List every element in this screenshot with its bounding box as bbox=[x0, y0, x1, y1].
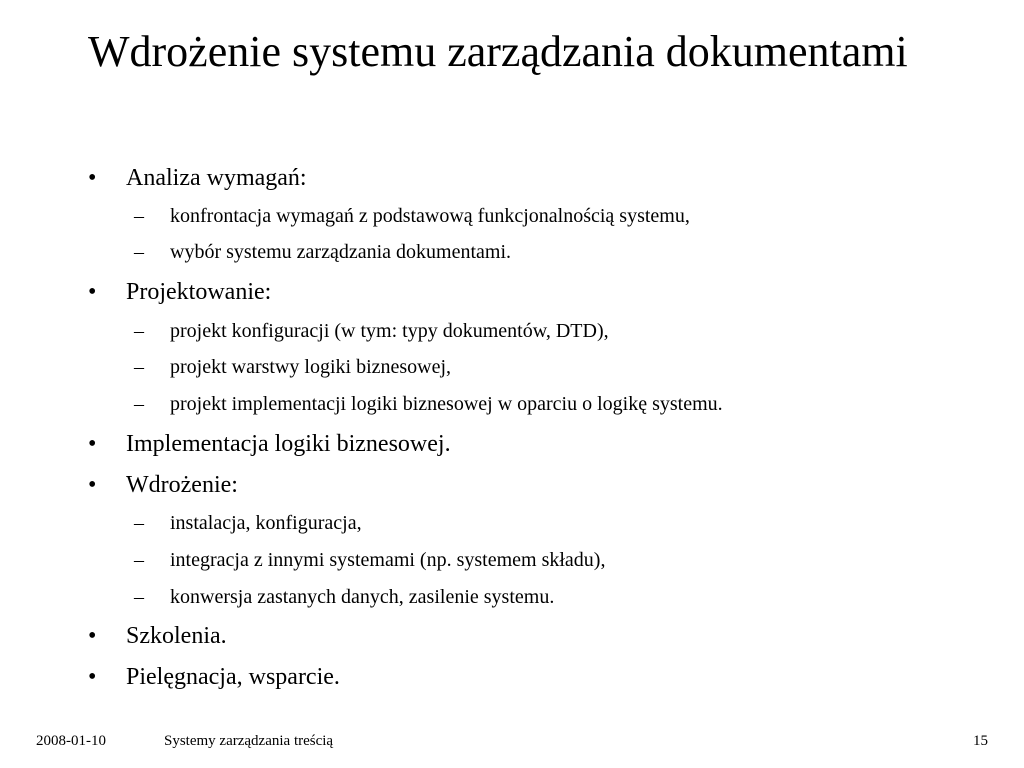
sub-bullet-text: instalacja, konfiguracja, bbox=[170, 512, 362, 534]
dash-icon: – bbox=[134, 205, 144, 227]
footer-date: 2008-01-10 bbox=[36, 733, 106, 749]
bullet-icon: • bbox=[88, 664, 97, 690]
sub-bullet-text: projekt konfiguracji (w tym: typy dokumentów, DTD), bbox=[170, 320, 609, 342]
bullet-text: Pielęgnacja, wsparcie. bbox=[126, 664, 340, 690]
bullet-icon: • bbox=[88, 623, 97, 649]
sub-bullet-text: projekt implementacji logiki biznesowej w oparciu o logikę systemu. bbox=[170, 393, 723, 415]
dash-icon: – bbox=[134, 241, 144, 263]
footer-title: Systemy zarządzania treścią bbox=[164, 733, 334, 749]
dash-icon: – bbox=[134, 393, 144, 415]
bullet-icon: • bbox=[88, 472, 97, 498]
bullet-text: Implementacja logiki biznesowej. bbox=[126, 431, 451, 457]
dash-icon: – bbox=[134, 549, 144, 571]
bullet-text: Szkolenia. bbox=[126, 623, 227, 649]
bullet-icon: • bbox=[88, 431, 97, 457]
page-number: 15 bbox=[973, 733, 988, 749]
sub-bullet-text: projekt warstwy logiki biznesowej, bbox=[170, 356, 452, 378]
dash-icon: – bbox=[134, 512, 144, 534]
dash-icon: – bbox=[134, 356, 144, 378]
sub-bullet-text: wybór systemu zarządzania dokumentami. bbox=[170, 241, 511, 263]
bullet-text: Projektowanie: bbox=[126, 279, 272, 305]
dash-icon: – bbox=[134, 320, 144, 342]
slide-title: Wdrożenie systemu zarządzania dokumentami bbox=[88, 27, 908, 76]
dash-icon: – bbox=[134, 586, 144, 608]
bullet-icon: • bbox=[88, 279, 97, 305]
sub-bullet-text: integracja z innymi systemami (np. systemem składu), bbox=[170, 549, 606, 571]
bullet-text: Wdrożenie: bbox=[126, 472, 238, 498]
sub-bullet-text: konfrontacja wymagań z podstawową funkcjonalnością systemu, bbox=[170, 205, 690, 227]
sub-bullet-text: konwersja zastanych danych, zasilenie systemu. bbox=[170, 586, 555, 608]
bullet-text: Analiza wymagań: bbox=[126, 165, 307, 191]
bullet-icon: • bbox=[88, 165, 97, 191]
